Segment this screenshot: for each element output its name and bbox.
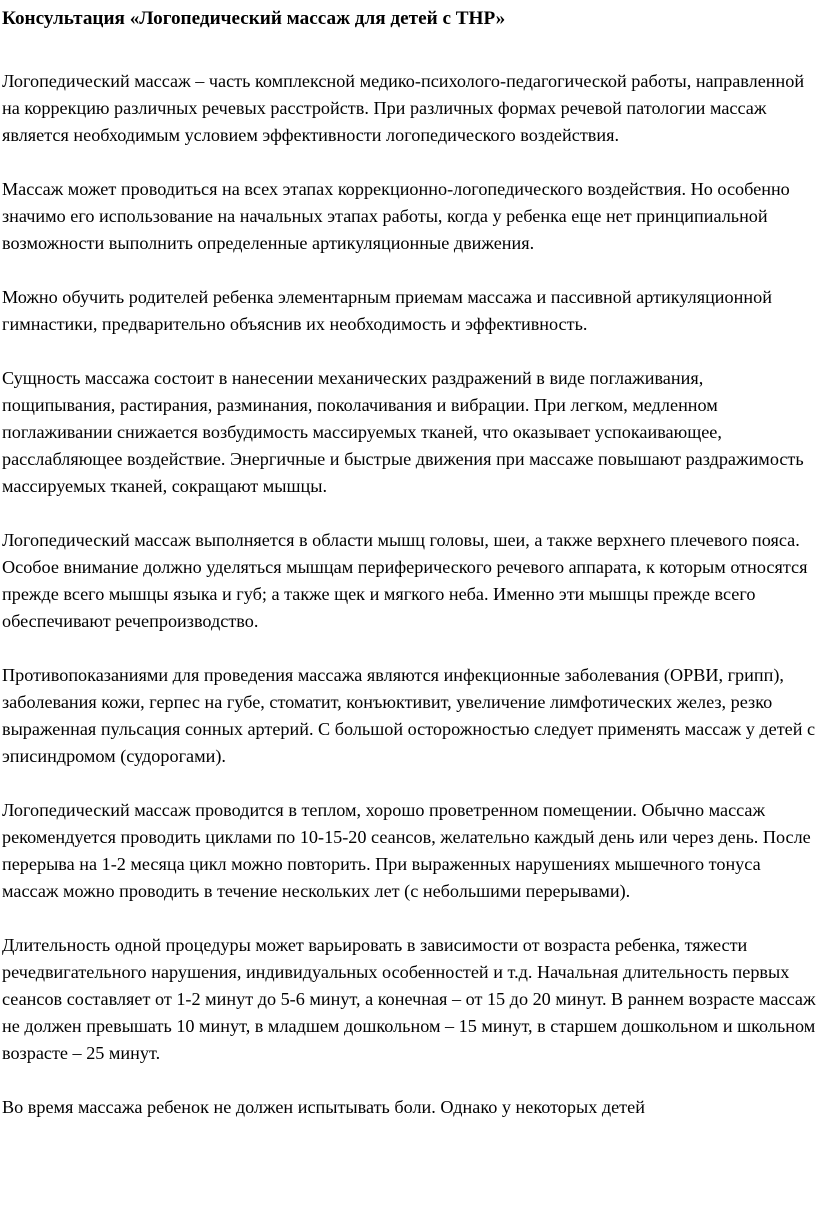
paragraph-2: Массаж может проводиться на всех этапах коррекционно-логопедического воздействия. Но особенно значимо его использование на начальных этапах работы, когда у ребенка еще нет принципиальной возможности выполнить определенные артикуляционные движения. [2,179,790,253]
paragraph-4: Сущность массажа состоит в нанесении механических раздражений в виде поглаживания, пощипывания, растирания, разминания, поколачивания и вибрации. При легком, медленном поглаживании снижается возбудимость массируемых тканей, что оказывает успокаивающее, расслабляющее воздействие. Энергичные и быстрые движения при массаже повышают раздражимость массируемых тканей, сокращают мышцы. [2,368,804,496]
paragraph-1: Логопедический массаж – часть комплексной медико-психолого-педагогической работы, направленной на коррекцию различных речевых расстройств. При различных формах речевой патологии массаж является необходимым условием эффективности логопедического воздействия. [2,71,805,145]
paragraph-3: Можно обучить родителей ребенка элементарным приемам массажа и пассивной артикуляционной гимнастики, предварительно объяснив их необходимость и эффективность. [2,287,772,334]
document-title: Консультация «Логопедический массаж для детей с ТНР» [2,8,506,29]
paragraph-9: Во время массажа ребенок не должен испытывать боли. Однако у некоторых детей [2,1097,645,1117]
paragraph-8: Длительность одной процедуры может варьировать в зависимости от возраста ребенка, тяжести речедвигательного нарушения, индивидуальных особенностей и т.д. Начальная длительность первых сеансов составляет от 1-2 минут до 5-6 минут, а конечная – от 15 до 20 минут. В раннем возрасте массаж не должен превышать 10 минут, в младшем дошкольном – 15 минут, в старшем дошкольном и школьном возрасте – 25 минут. [2,935,816,1063]
paragraph-5: Логопедический массаж выполняется в области мышц головы, шеи, а также верхнего плечевого пояса. Особое внимание должно уделяться мышцам периферического речевого аппарата, к которым относятся прежде всего мышцы языка и губ; а также щек и мягкого неба. Именно эти мышцы прежде всего обеспечивают речепроизводство. [2,530,808,631]
paragraph-7: Логопедический массаж проводится в теплом, хорошо проветренном помещении. Обычно массаж рекомендуется проводить циклами по 10-15-20 сеансов, желательно каждый день или через день. После перерыва на 1-2 месяца цикл можно повторить. При выраженных нарушениях мышечного тонуса массаж можно проводить в течение нескольких лет (с небольшими перерывами). [2,800,811,901]
paragraph-6: Противопоказаниями для проведения массажа являются инфекционные заболевания (ОРВИ, грипп), заболевания кожи, герпес на губе, стоматит, конъюктивит, увеличение лимфотических желез, резко выраженная пульсация сонных артерий. С большой осторожностью следует применять массаж у детей с эписиндромом (судорогами). [2,665,816,766]
